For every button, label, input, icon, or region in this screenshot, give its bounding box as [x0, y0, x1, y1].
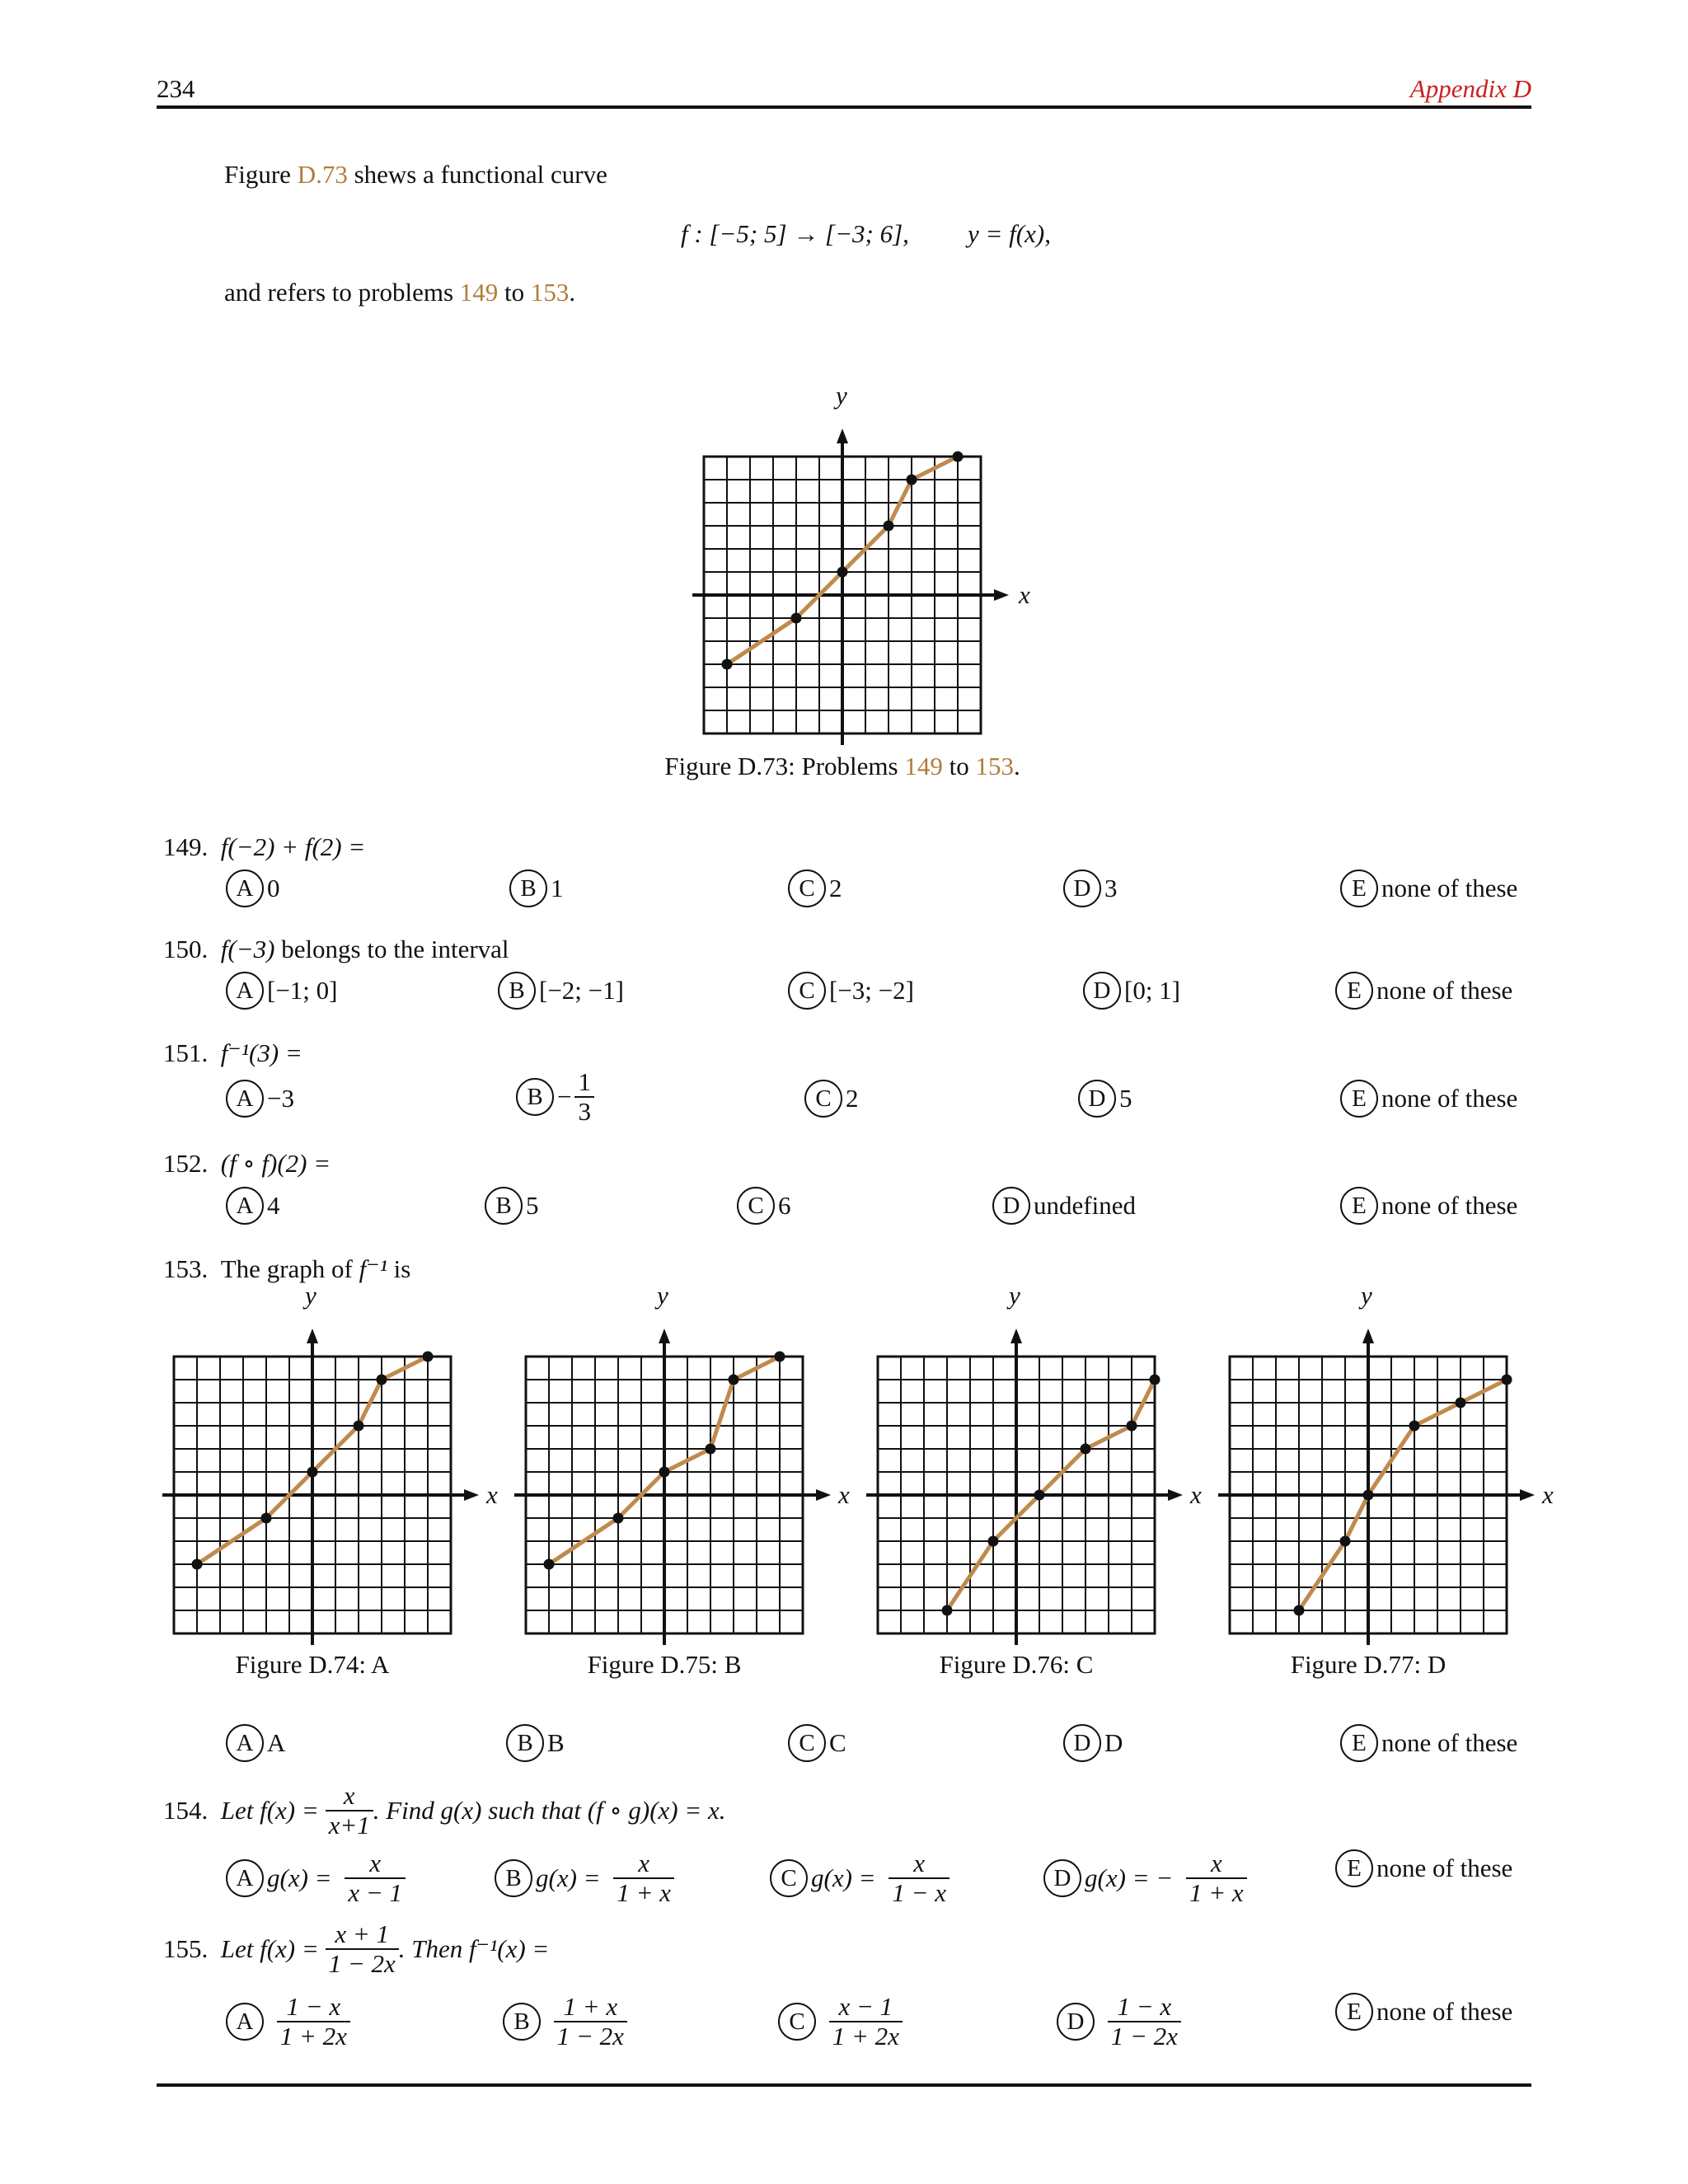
- option-b[interactable]: B 5: [485, 1187, 539, 1225]
- page-number: 234: [157, 74, 195, 103]
- option-e[interactable]: E none of these: [1340, 1080, 1517, 1118]
- problem-152: 152. (f ∘ f)(2) =: [163, 1149, 331, 1178]
- x-axis-label: x: [838, 1480, 850, 1509]
- option-d[interactable]: D 3: [1063, 869, 1118, 907]
- y-axis-label: y: [305, 1281, 316, 1310]
- data-point: [659, 1467, 670, 1478]
- option-c[interactable]: C 2: [804, 1080, 859, 1118]
- option-e[interactable]: E none of these: [1335, 972, 1512, 1010]
- problem-153: 153. The graph of f⁻¹ is: [163, 1254, 411, 1283]
- option-b[interactable]: B g(x) = $\frac{x}{1 + x}$: [495, 1849, 674, 1907]
- figure-caption: Figure D.75: B: [587, 1650, 742, 1679]
- figure-caption: Figure D.74: A: [235, 1650, 390, 1679]
- x-axis-label: x: [1190, 1480, 1202, 1509]
- data-point: [354, 1421, 364, 1432]
- footer-rule: [157, 2083, 1531, 2087]
- option-a[interactable]: A A: [226, 1724, 285, 1762]
- formula-domain: f : [−5; 5] → [−3; 6],: [681, 219, 909, 248]
- option-a[interactable]: A [−1; 0]: [226, 972, 338, 1010]
- option-c[interactable]: C C: [788, 1724, 846, 1762]
- problem-ref-link[interactable]: 153: [975, 752, 1014, 780]
- data-point: [377, 1375, 387, 1385]
- x-axis-arrow: [816, 1489, 831, 1501]
- x-axis-arrow: [1168, 1489, 1183, 1501]
- option-b[interactable]: B B: [506, 1724, 565, 1762]
- data-point: [1294, 1605, 1305, 1616]
- data-point: [1127, 1421, 1137, 1432]
- data-point: [613, 1513, 624, 1524]
- figure-ref-link[interactable]: D.73: [297, 160, 348, 189]
- option-a[interactable]: A g(x) = $\frac{x}{x - 1}$: [226, 1849, 406, 1907]
- option-d[interactable]: D [0; 1]: [1083, 972, 1180, 1010]
- data-point: [1081, 1444, 1091, 1455]
- data-point: [942, 1605, 953, 1616]
- intro-line-2: and refers to problems 149 to 153.: [224, 278, 576, 307]
- option-d[interactable]: D 5: [1078, 1080, 1132, 1118]
- option-e[interactable]: E none of these: [1340, 869, 1517, 907]
- option-c[interactable]: C $\frac{x - 1}{1 + 2x}$: [778, 1993, 903, 2050]
- figure-caption: Figure D.77: D: [1290, 1650, 1447, 1679]
- problem-154: 154. Let f(x) = $\frac{x}{x+1}$ . Find g(x) such that (f ∘ g)(x) = x.: [163, 1781, 726, 1840]
- option-b[interactable]: B 1: [509, 869, 564, 907]
- data-point: [1502, 1375, 1512, 1385]
- option-d[interactable]: D g(x) = − $\frac{x}{1 + x}$: [1043, 1849, 1247, 1907]
- option-d[interactable]: D $\frac{1 - x}{1 - 2x}$: [1057, 1993, 1181, 2050]
- option-c[interactable]: C 2: [788, 869, 842, 907]
- problem-ref-link[interactable]: 153: [530, 278, 570, 307]
- y-axis-arrow: [1362, 1329, 1374, 1343]
- option-b[interactable]: B $\frac{1 + x}{1 - 2x}$: [503, 1993, 627, 2050]
- section-title: Appendix D: [1409, 74, 1531, 103]
- problem-ref-link[interactable]: 149: [459, 278, 499, 307]
- data-point: [1034, 1490, 1045, 1501]
- y-axis-label: y: [657, 1281, 668, 1310]
- option-a[interactable]: A $\frac{1 - x}{1 + 2x}$: [226, 1993, 350, 2050]
- option-e[interactable]: E none of these: [1340, 1724, 1517, 1762]
- problem-ref-link[interactable]: 149: [904, 752, 943, 780]
- data-point: [1363, 1490, 1374, 1501]
- data-point: [1340, 1536, 1351, 1547]
- option-c[interactable]: C [−3; −2]: [788, 972, 914, 1010]
- x-axis-label: x: [486, 1480, 498, 1509]
- option-b[interactable]: B − $\frac{1}{3}$: [516, 1068, 594, 1126]
- x-axis-label: x: [1542, 1480, 1554, 1509]
- data-point: [706, 1444, 716, 1455]
- y-axis-arrow: [1010, 1329, 1022, 1343]
- data-point: [1150, 1375, 1160, 1385]
- option-c[interactable]: C g(x) = $\frac{x}{1 - x}$: [770, 1849, 950, 1907]
- problem-149: 149. f(−2) + f(2) =: [163, 832, 366, 861]
- option-b[interactable]: B [−2; −1]: [498, 972, 624, 1010]
- y-axis-arrow: [307, 1329, 318, 1343]
- data-point: [544, 1559, 555, 1570]
- option-a[interactable]: A −3: [226, 1080, 294, 1118]
- data-point: [988, 1536, 999, 1547]
- y-axis-label: y: [836, 381, 847, 410]
- x-axis-arrow: [464, 1489, 479, 1501]
- option-a[interactable]: A 0: [226, 869, 280, 907]
- option-e[interactable]: E none of these: [1335, 1849, 1512, 1887]
- intro-line-1: Figure D.73 shews a functional curve: [224, 160, 607, 189]
- data-point: [261, 1513, 272, 1524]
- data-point: [1456, 1398, 1466, 1408]
- data-point: [775, 1352, 785, 1362]
- option-a[interactable]: A 4: [226, 1187, 280, 1225]
- y-axis-label: y: [1361, 1281, 1372, 1310]
- option-c[interactable]: C 6: [737, 1187, 791, 1225]
- x-axis-arrow: [1520, 1489, 1535, 1501]
- y-axis-arrow: [659, 1329, 670, 1343]
- option-e[interactable]: E none of these: [1335, 1993, 1512, 2031]
- data-point: [192, 1559, 203, 1570]
- data-point: [729, 1375, 739, 1385]
- figure-caption: Figure D.73: Problems 149 to 153.: [664, 752, 1020, 780]
- formula-function: y = f(x),: [968, 219, 1051, 248]
- option-e[interactable]: E none of these: [1340, 1187, 1517, 1225]
- data-point: [423, 1352, 434, 1362]
- problem-151: 151. f⁻¹(3) =: [163, 1038, 302, 1067]
- problem-155: 155. Let f(x) = $\frac{x + 1}{1 - 2x}$ . Then f⁻¹(x) =: [163, 1919, 550, 1978]
- figure-caption: Figure D.76: C: [939, 1650, 1094, 1679]
- problem-150: 150. f(−3) belongs to the interval: [163, 935, 509, 963]
- x-axis-label: x: [1019, 580, 1030, 609]
- option-d[interactable]: D D: [1063, 1724, 1123, 1762]
- y-axis-label: y: [1009, 1281, 1020, 1310]
- data-point: [307, 1467, 318, 1478]
- option-d[interactable]: D undefined: [992, 1187, 1136, 1225]
- data-point: [1409, 1421, 1420, 1432]
